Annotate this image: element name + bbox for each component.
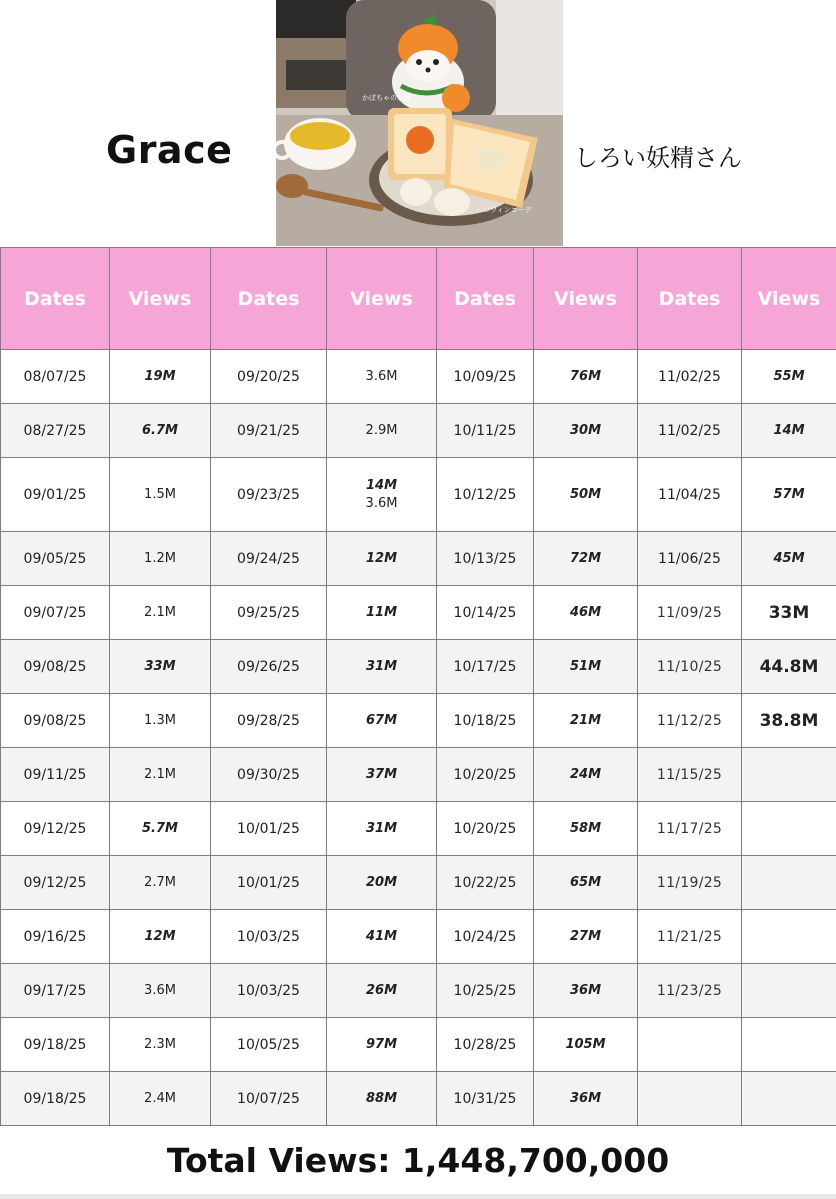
column-header-views: Views [110, 248, 211, 350]
views-cell: 88M [327, 1072, 437, 1126]
views-cell [327, 458, 437, 532]
views-cell [742, 802, 836, 856]
views-cell [742, 1018, 836, 1072]
views-cell: 6.7M [110, 404, 211, 458]
table-row [1, 350, 836, 404]
views-cell: 2.4M [110, 1072, 211, 1126]
date-cell: 10/12/25 [437, 458, 534, 532]
date-cell: 09/18/25 [1, 1018, 110, 1072]
date-cell: 10/13/25 [437, 532, 534, 586]
views-cell: 27M [534, 910, 638, 964]
date-cell: 11/10/25 [638, 640, 742, 694]
date-cell: 10/31/25 [437, 1072, 534, 1126]
photo-caption-top: かぼちゃの妖精 [362, 94, 411, 102]
date-cell: 09/18/25 [1, 1072, 110, 1126]
date-cell: 11/04/25 [638, 458, 742, 532]
views-cell: 37M [327, 748, 437, 802]
date-cell: 09/12/25 [1, 856, 110, 910]
column-header-dates: Dates [638, 248, 742, 350]
views-cell: 44.8M [742, 640, 836, 694]
table-row [1, 964, 836, 1018]
views-cell: 1.3M [110, 694, 211, 748]
table-row [1, 458, 836, 532]
views-cell: 65M [534, 856, 638, 910]
date-cell [638, 1072, 742, 1126]
table-row [1, 1072, 836, 1126]
views-cell: 105M [534, 1018, 638, 1072]
views-cell: 33M [110, 640, 211, 694]
date-cell: 10/01/25 [211, 856, 327, 910]
date-cell: 11/19/25 [638, 856, 742, 910]
views-cell: 45M [742, 532, 836, 586]
column-header-dates: Dates [211, 248, 327, 350]
views-cell: 3.6M [327, 350, 437, 404]
date-cell: 09/20/25 [211, 350, 327, 404]
table-row [1, 694, 836, 748]
views-cell: 36M [534, 1072, 638, 1126]
date-cell: 09/11/25 [1, 748, 110, 802]
column-header-dates: Dates [437, 248, 534, 350]
japanese-title: しろい妖精さん [574, 144, 742, 172]
views-cell: 20M [327, 856, 437, 910]
date-cell: 11/06/25 [638, 532, 742, 586]
date-cell: 11/12/25 [638, 694, 742, 748]
date-cell: 09/16/25 [1, 910, 110, 964]
views-cell: 76M [534, 350, 638, 404]
date-cell: 11/09/25 [638, 586, 742, 640]
views-cell: 97M [327, 1018, 437, 1072]
date-cell: 10/03/25 [211, 964, 327, 1018]
views-cell: 72M [534, 532, 638, 586]
date-cell: 09/08/25 [1, 640, 110, 694]
views-cell: 57M [742, 458, 836, 532]
date-cell: 09/17/25 [1, 964, 110, 1018]
views-cell: 30M [534, 404, 638, 458]
views-cell: 38.8M [742, 694, 836, 748]
date-cell: 10/14/25 [437, 586, 534, 640]
views-table [0, 247, 836, 1126]
views-cell: 5.7M [110, 802, 211, 856]
date-cell: 10/20/25 [437, 748, 534, 802]
date-cell: 09/12/25 [1, 802, 110, 856]
table-row [1, 404, 836, 458]
total-views: Total Views: 1,448,700,000 [166, 1141, 670, 1180]
date-cell: 09/25/25 [211, 586, 327, 640]
views-cell: 2.9M [327, 404, 437, 458]
column-header-views: Views [327, 248, 437, 350]
views-cell [742, 910, 836, 964]
views-cell: 1.5M [110, 458, 211, 532]
date-cell [638, 1018, 742, 1072]
date-cell: 11/23/25 [638, 964, 742, 1018]
date-cell: 08/07/25 [1, 350, 110, 404]
date-cell: 11/02/25 [638, 350, 742, 404]
date-cell: 10/25/25 [437, 964, 534, 1018]
views-cell: 19M [110, 350, 211, 404]
date-cell: 09/21/25 [211, 404, 327, 458]
date-cell: 10/09/25 [437, 350, 534, 404]
date-cell: 10/03/25 [211, 910, 327, 964]
table-row [1, 910, 836, 964]
views-cell: 12M [327, 532, 437, 586]
views-cell: 3.6M [110, 964, 211, 1018]
views-cell: 12M [110, 910, 211, 964]
table-row [1, 586, 836, 640]
date-cell: 10/11/25 [437, 404, 534, 458]
date-cell: 10/20/25 [437, 802, 534, 856]
views-cell: 50M [534, 458, 638, 532]
views-cell [742, 964, 836, 1018]
column-header-dates: Dates [1, 248, 110, 350]
creator-name: Grace [106, 128, 233, 172]
table-row [1, 532, 836, 586]
date-cell: 09/05/25 [1, 532, 110, 586]
views-cell: 2.1M [110, 748, 211, 802]
date-cell: 10/17/25 [437, 640, 534, 694]
views-cell: 2.1M [110, 586, 211, 640]
views-cell: 31M [327, 802, 437, 856]
table-row [1, 856, 836, 910]
date-cell: 09/30/25 [211, 748, 327, 802]
column-header-views: Views [534, 248, 638, 350]
date-cell: 10/05/25 [211, 1018, 327, 1072]
views-cell: 58M [534, 802, 638, 856]
views-cell [742, 748, 836, 802]
table-row [1, 802, 836, 856]
photo-caption-bottom: ハロウィンコーデ [476, 206, 532, 214]
views-cell: 1.2M [110, 532, 211, 586]
date-cell: 08/27/25 [1, 404, 110, 458]
views-cell: 2.3M [110, 1018, 211, 1072]
views-cell: 11M [327, 586, 437, 640]
date-cell: 10/24/25 [437, 910, 534, 964]
date-cell: 09/28/25 [211, 694, 327, 748]
dog-in-pumpkin-hat-photo [276, 0, 563, 246]
table-row [1, 1018, 836, 1072]
views-value-secondary: 3.6M [365, 495, 398, 511]
date-cell: 11/15/25 [638, 748, 742, 802]
views-cell: 24M [534, 748, 638, 802]
views-value: 14M [365, 477, 398, 493]
views-cell: 21M [534, 694, 638, 748]
views-cell: 14M [742, 404, 836, 458]
date-cell: 09/01/25 [1, 458, 110, 532]
date-cell: 09/24/25 [211, 532, 327, 586]
views-cell: 2.7M [110, 856, 211, 910]
bottom-divider [0, 1194, 836, 1199]
date-cell: 11/17/25 [638, 802, 742, 856]
views-cell: 36M [534, 964, 638, 1018]
date-cell: 11/21/25 [638, 910, 742, 964]
views-cell: 33M [742, 586, 836, 640]
date-cell: 10/18/25 [437, 694, 534, 748]
date-cell: 09/07/25 [1, 586, 110, 640]
views-cell: 55M [742, 350, 836, 404]
views-cell: 26M [327, 964, 437, 1018]
views-cell: 46M [534, 586, 638, 640]
views-cell: 41M [327, 910, 437, 964]
views-cell [742, 856, 836, 910]
date-cell: 10/28/25 [437, 1018, 534, 1072]
header [0, 0, 836, 248]
date-cell: 09/23/25 [211, 458, 327, 532]
date-cell: 09/26/25 [211, 640, 327, 694]
column-header-views: Views [742, 248, 836, 350]
date-cell: 10/07/25 [211, 1072, 327, 1126]
views-cell: 31M [327, 640, 437, 694]
views-cell: 67M [327, 694, 437, 748]
views-cell: 51M [534, 640, 638, 694]
date-cell: 09/08/25 [1, 694, 110, 748]
table-row [1, 748, 836, 802]
date-cell: 10/01/25 [211, 802, 327, 856]
date-cell: 11/02/25 [638, 404, 742, 458]
views-cell [742, 1072, 836, 1126]
table-header-row [1, 248, 836, 350]
table-row [1, 640, 836, 694]
date-cell: 10/22/25 [437, 856, 534, 910]
